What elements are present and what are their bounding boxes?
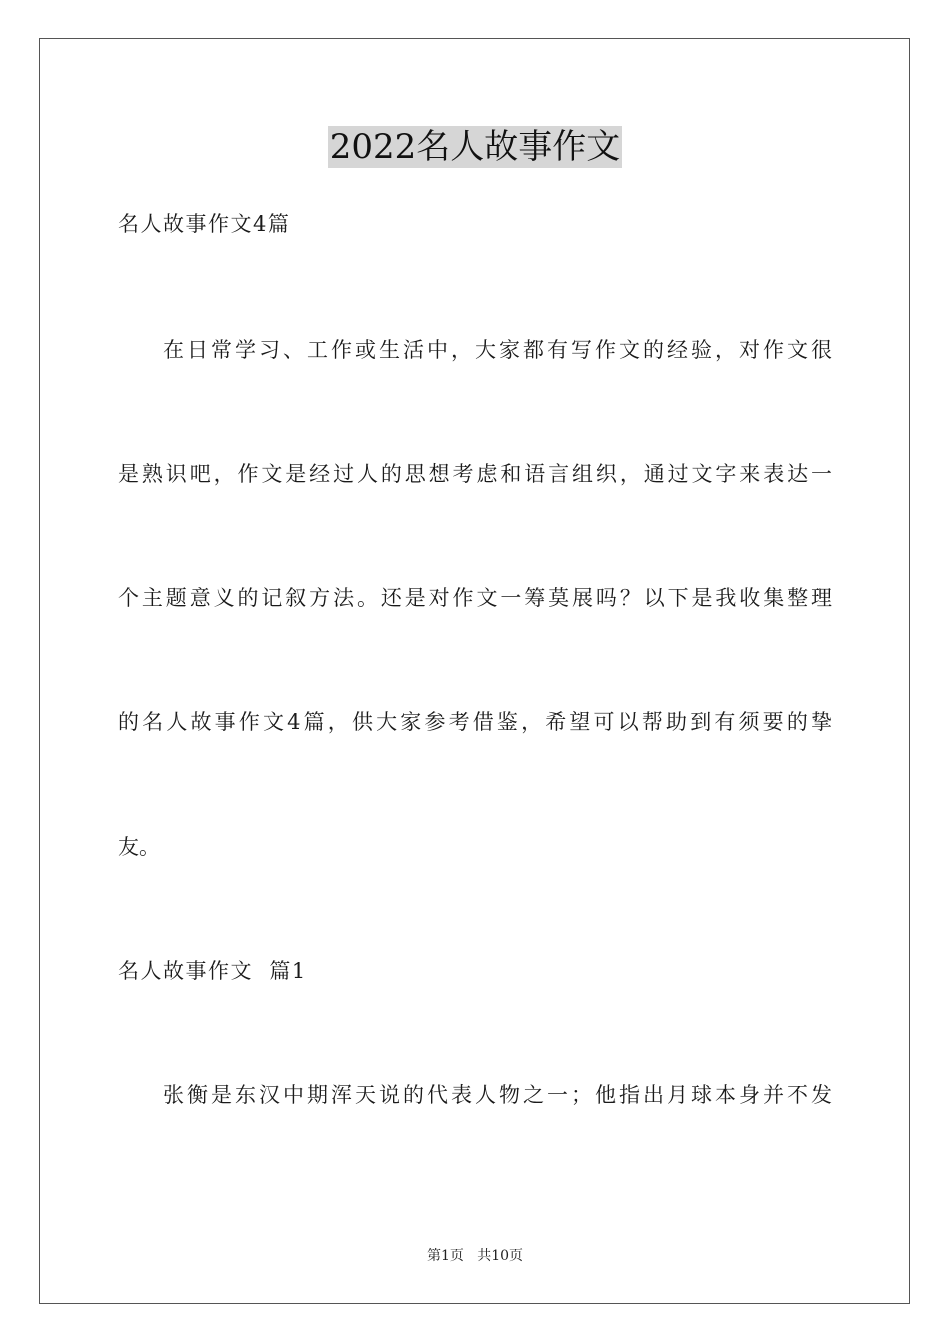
document-title: 2022名人故事作文 — [329, 127, 621, 167]
section-heading: 名人故事作文 篇1 — [118, 959, 307, 983]
page-footer: 第1页 共10页 — [426, 1248, 524, 1264]
intro-line-4: 的名人故事作文4篇，供大家参考借鉴，希望可以帮助到有须要的挚 — [118, 710, 832, 734]
intro-line-3: 个主题意义的记叙方法。还是对作文一筹莫展吗？以下是我收集整理 — [118, 586, 832, 610]
intro-line-5: 友。 — [118, 835, 160, 859]
document-subtitle: 名人故事作文4篇 — [118, 212, 291, 236]
title-container — [0, 126, 950, 168]
intro-line-2: 是熟识吧，作文是经过人的思想考虑和语言组织，通过文字来表达一 — [118, 462, 832, 486]
intro-line-1: 在日常学习、工作或生活中，大家都有写作文的经验，对作文很 — [163, 338, 832, 362]
section-line-1: 张衡是东汉中期浑天说的代表人物之一；他指出月球本身并不发 — [163, 1083, 832, 1107]
